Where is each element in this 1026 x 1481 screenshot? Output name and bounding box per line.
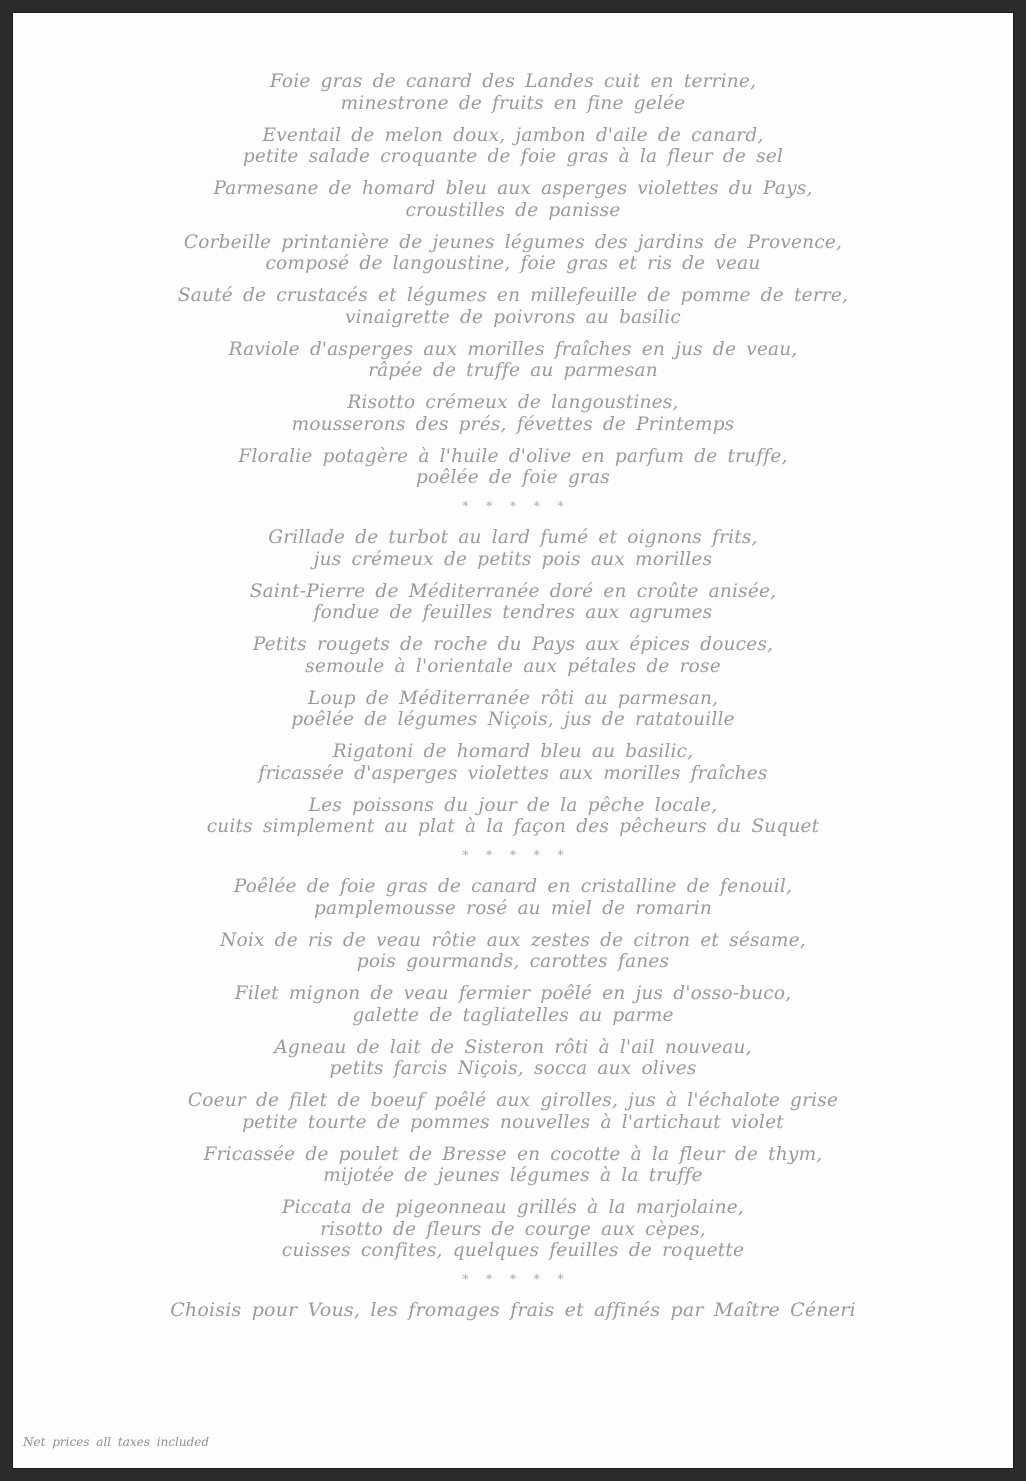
dish-item xyxy=(13,930,1013,973)
dish-line: Loup de Méditerranée rôti au parmesan, xyxy=(307,687,719,709)
dish-item xyxy=(13,339,1013,382)
dish-line: Eventail de melon doux, jambon d'aile de canard, xyxy=(262,124,764,146)
dish-line: Foie gras de canard des Landes cuit en terrine, xyxy=(269,71,757,92)
dish-item xyxy=(13,71,1013,114)
meat-section xyxy=(13,876,1013,1262)
dish-item xyxy=(13,232,1013,275)
dish-line: Floralie potagère à l'huile d'olive en parfum de truffe, xyxy=(238,445,788,467)
dish-line: petite tourte de pommes nouvelles à l'artichaut violet xyxy=(242,1111,784,1133)
dish-line: minestrone de fruits en fine gelée xyxy=(340,92,686,114)
dish-line: galette de tagliatelles au parme xyxy=(352,1004,674,1026)
dish-line: mousserons des prés, févettes de Printemps xyxy=(291,413,735,435)
dish-line: fondue de feuilles tendres aux agrumes xyxy=(313,602,713,623)
dish-line: cuisses confites, quelques feuilles de roquette xyxy=(281,1240,745,1261)
dish-line: Poêlée de foie gras de canard en cristalline de fenouil, xyxy=(233,876,793,897)
starters-section xyxy=(13,71,1013,489)
price-note: Net prices all taxes included xyxy=(23,1435,210,1449)
dish-item xyxy=(13,1197,1013,1262)
dish-line: poêlée de foie gras xyxy=(415,467,611,488)
dish-item xyxy=(13,1090,1013,1133)
dish-item xyxy=(13,1144,1013,1187)
dish-item xyxy=(13,285,1013,328)
dish-line: composé de langoustine, foie gras et ris de veau xyxy=(265,253,761,274)
dish-line: cuits simplement au plat à la façon des pêcheurs du Suquet xyxy=(206,816,820,837)
dish-line: pamplemousse rosé au miel de romarin xyxy=(314,897,712,919)
dish-item xyxy=(13,178,1013,221)
dish-item xyxy=(13,795,1013,838)
cheese-course: Choisis pour Vous, les fromages frais et affinés par Maître Céneri xyxy=(170,1299,856,1321)
dish-line: jus crémeux de petits pois aux morilles xyxy=(313,548,713,570)
dish-line: Les poissons du jour de la pêche locale, xyxy=(308,794,718,816)
section-separator: * * * * * xyxy=(462,499,569,513)
dish-line: fricassée d'asperges violettes aux morilles fraîches xyxy=(258,762,768,784)
dish-line: Coeur de filet de boeuf poêlé aux girolles, jus à l'échalote grise xyxy=(187,1090,839,1111)
section-separator: * * * * * xyxy=(462,848,569,862)
menu-page xyxy=(13,13,1013,1468)
dish-line: Grillade de turbot au lard fumé et oignons frits, xyxy=(268,527,758,548)
dish-item xyxy=(13,741,1013,784)
dish-item xyxy=(13,634,1013,677)
dish-item xyxy=(13,983,1013,1026)
dish-line: petite salade croquante de foie gras à la fleur de sel xyxy=(242,146,784,167)
dish-line: croustilles de panisse xyxy=(405,199,621,221)
dish-item xyxy=(13,581,1013,624)
dish-item xyxy=(13,876,1013,919)
dish-line: mijotée de jeunes légumes à la truffe xyxy=(323,1165,703,1186)
dish-line: petits farcis Niçois, socca aux olives xyxy=(329,1058,697,1079)
dish-line: Raviole d'asperges aux morilles fraîches en jus de veau, xyxy=(228,338,798,360)
dish-line: Rigatoni de homard bleu au basilic, xyxy=(332,741,694,762)
dish-item xyxy=(13,125,1013,168)
dish-line: risotto de fleurs de courge aux cèpes, xyxy=(320,1218,706,1240)
dish-line: Petits rougets de roche du Pays aux épices douces, xyxy=(252,634,774,655)
dish-line: Saint-Pierre de Méditerranée doré en croûte anisée, xyxy=(249,580,777,602)
dish-item xyxy=(13,1037,1013,1080)
dish-line: Risotto crémeux de langoustines, xyxy=(347,392,679,413)
dish-line: Piccata de pigeonneau grillés à la marjolaine, xyxy=(281,1197,744,1218)
dish-line: Corbeille printanière de jeunes légumes des jardins de Provence, xyxy=(183,231,843,253)
section-separator: * * * * * xyxy=(462,1272,569,1286)
dish-line: Fricassée de poulet de Bresse en cocotte à la fleur de thym, xyxy=(203,1143,823,1165)
dish-line: vinaigrette de poivrons au basilic xyxy=(345,306,681,328)
dish-line: Noix de ris de veau rôtie aux zestes de citron et sésame, xyxy=(220,929,806,951)
dish-item xyxy=(13,688,1013,731)
dish-line: râpée de truffe au parmesan xyxy=(368,360,658,381)
dish-line: Parmesane de homard bleu aux asperges violettes du Pays, xyxy=(213,178,813,199)
dish-line: pois gourmands, carottes fanes xyxy=(356,951,670,972)
dish-item xyxy=(13,392,1013,435)
fish-section xyxy=(13,527,1013,838)
dish-item xyxy=(13,527,1013,570)
dish-line: Agneau de lait de Sisteron rôti à l'ail nouveau, xyxy=(274,1036,752,1058)
dish-line: semoule à l'orientale aux pétales de rose xyxy=(305,655,721,677)
dish-line: Sauté de crustacés et légumes en millefeuille de pomme de terre, xyxy=(177,285,849,306)
dish-line: poêlée de légumes Niçois, jus de ratatouille xyxy=(291,709,735,730)
dish-item xyxy=(13,446,1013,489)
menu-body xyxy=(13,71,1013,1322)
dish-line: Filet mignon de veau fermier poêlé en jus d'osso-buco, xyxy=(234,983,792,1004)
